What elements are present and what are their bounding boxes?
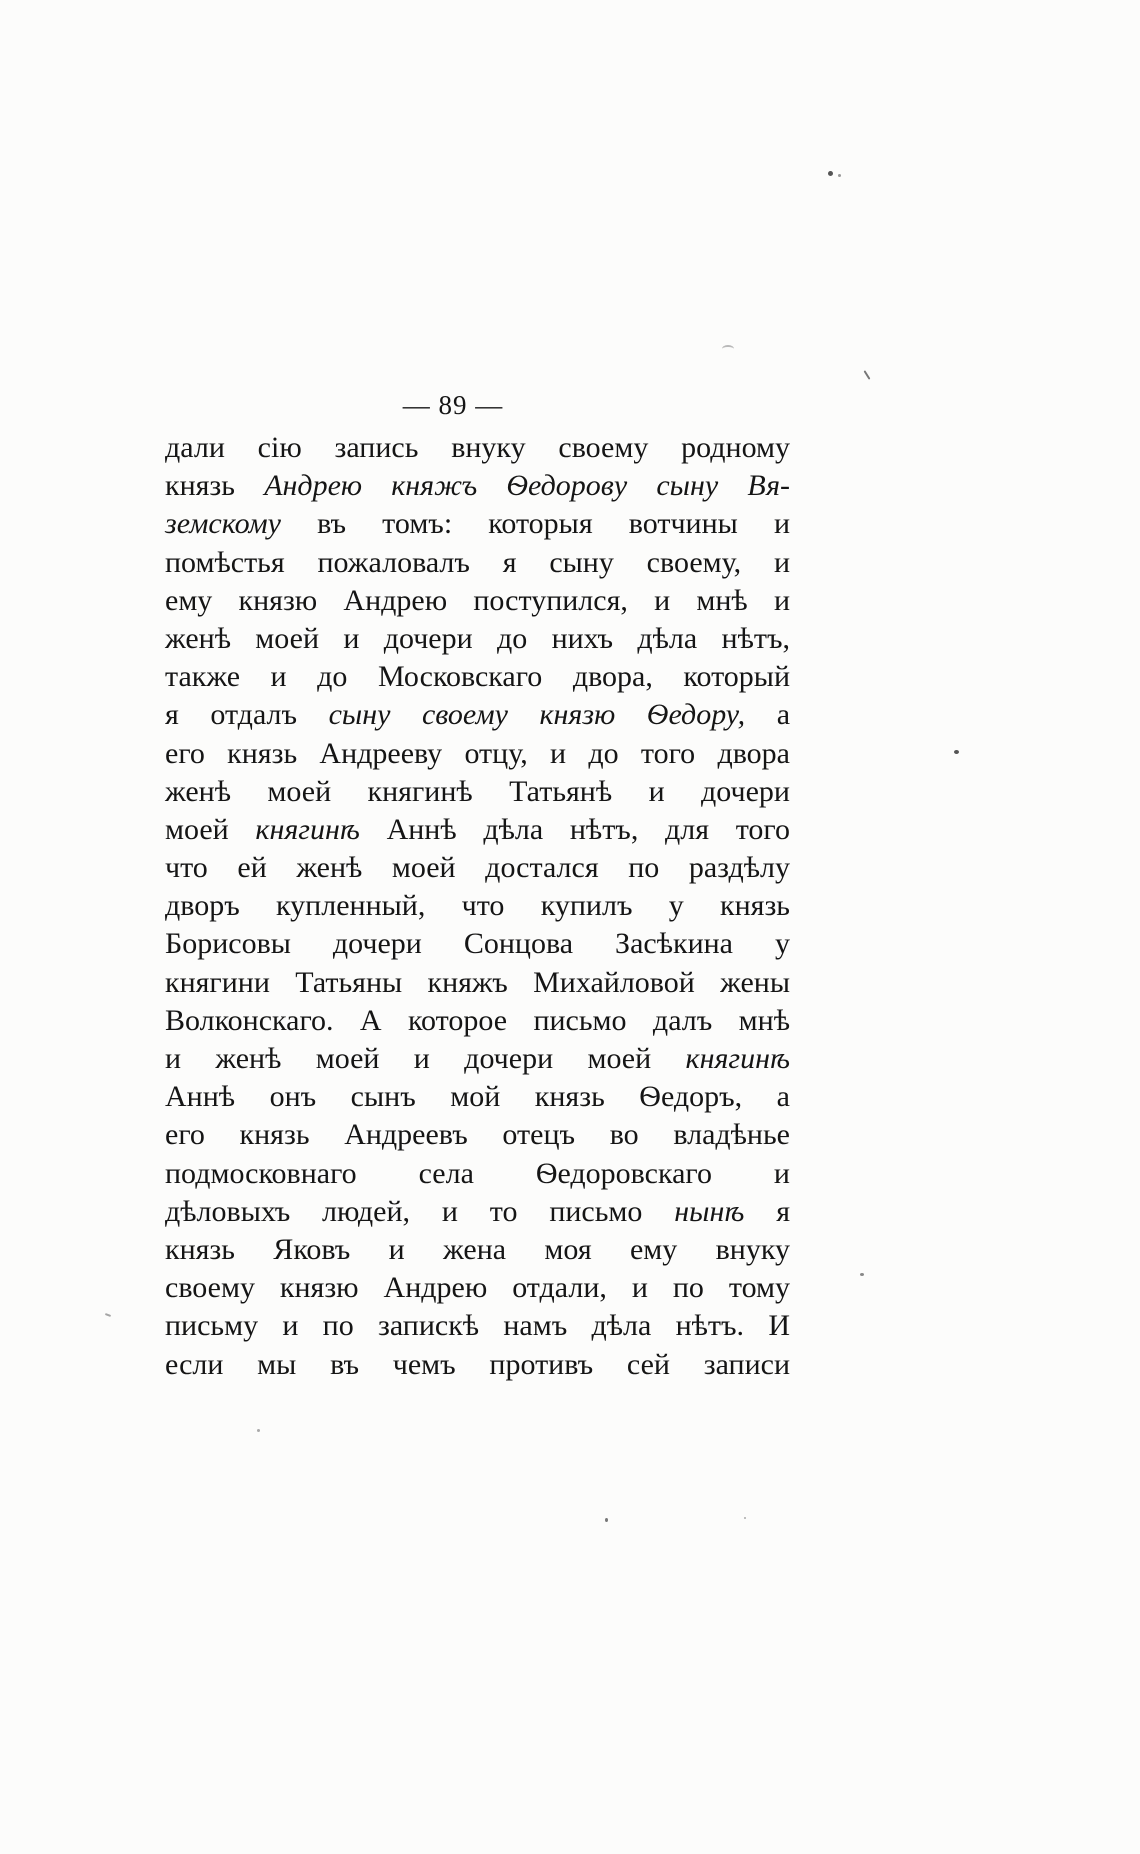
text-line: [165, 1307, 790, 1345]
text-segment: моей: [165, 812, 229, 846]
scan-speck: [744, 1517, 746, 1519]
text-segment: женѣ моей и дочери до нихъ дѣла нѣтъ,: [165, 621, 790, 655]
text-line: [165, 1040, 790, 1078]
text-segment: дѣловыхъ людей, и то письмо: [165, 1194, 643, 1228]
scan-smudge: [722, 345, 734, 353]
text-segment: Аннѣ дѣла нѣтъ, для того: [386, 812, 790, 846]
scan-speck: [828, 171, 833, 176]
text-segment: помѣстья пожаловалъ я сыну своему, и: [165, 545, 790, 579]
scan-tick: [105, 1313, 111, 1317]
text-segment: подмосковнаго села Ѳедоровскаго и: [165, 1156, 790, 1190]
text-segment: я отдалъ: [165, 698, 298, 732]
text-line: [165, 1002, 790, 1040]
text-segment: письму и по запискѣ намъ дѣла нѣтъ. И: [165, 1309, 790, 1343]
text-segment: ему князю Андрею поступился, и мнѣ и: [165, 583, 790, 617]
text-line: [165, 887, 790, 925]
text-line: [165, 925, 790, 963]
text-segment: его князь Андреевъ отецъ во владѣнье: [165, 1118, 790, 1152]
text-line: [165, 1193, 790, 1231]
italic-text-segment: нынѣ: [674, 1194, 745, 1228]
text-line: [165, 505, 790, 543]
scan-speck: [860, 1273, 864, 1276]
scan-speck: [257, 1429, 260, 1432]
text-line: [165, 735, 790, 773]
text-line: [165, 658, 790, 696]
page-number: — 89 —: [402, 390, 504, 420]
text-segment: если мы въ чемъ противъ сей записи: [165, 1347, 790, 1381]
text-segment: Волконскаго. А которое письмо далъ мнѣ: [165, 1003, 790, 1037]
text-segment: княгини Татьяны княжъ Михайловой жены: [165, 965, 790, 999]
scan-tick: [864, 370, 871, 380]
italic-text-segment: княгинѣ: [255, 812, 360, 846]
body-text: [165, 429, 790, 1384]
text-segment: своему князю Андрею отдали, и по тому: [165, 1271, 790, 1305]
text-segment: женѣ моей княгинѣ Татьянѣ и дочери: [165, 774, 790, 808]
text-segment: я: [776, 1194, 791, 1228]
italic-text-segment: княгинѣ: [685, 1042, 790, 1075]
text-line: [165, 620, 790, 658]
italic-text-segment: Андрею княжъ Ѳедорову сыну Вя-: [264, 469, 791, 503]
text-segment: въ томъ: которыя вотчины и: [317, 507, 790, 541]
text-line: [165, 696, 790, 734]
text-segment: князь Яковъ и жена моя ему внуку: [165, 1232, 790, 1266]
italic-text-segment: земскому: [165, 507, 281, 541]
text-segment: и женѣ моей и дочери моей: [165, 1042, 652, 1075]
text-line: [165, 1346, 790, 1384]
text-line: [165, 964, 790, 1002]
text-segment: князь: [165, 469, 235, 503]
text-segment: также и до Московскаго двора, который: [165, 660, 790, 694]
text-line: [165, 849, 790, 887]
text-line: [165, 429, 790, 467]
text-line: [165, 1231, 790, 1269]
italic-text-segment: сыну своему князю Ѳедору,: [328, 698, 746, 732]
text-line: [165, 1116, 790, 1154]
text-segment: что ей женѣ моей достался по раздѣлу: [165, 851, 790, 885]
text-line: [165, 1078, 790, 1116]
scan-speck: [605, 1518, 608, 1522]
text-line: [165, 1269, 790, 1307]
scan-speck: [838, 174, 841, 177]
text-line: [165, 1155, 790, 1193]
text-line: [165, 811, 790, 849]
text-segment: Борисовы дочери Сонцова Засѣкина у: [165, 927, 790, 961]
scan-speck: [954, 750, 959, 754]
text-segment: а: [776, 698, 791, 732]
text-segment: дворъ купленный, что купилъ у князь: [165, 889, 790, 923]
text-segment: его князь Андрееву отцу, и до того двора: [165, 736, 790, 770]
text-line: [165, 773, 790, 811]
text-line: [165, 582, 790, 620]
text-segment: дали сію запись внуку своему родному: [165, 431, 790, 464]
text-line: [165, 467, 790, 505]
text-line: [165, 544, 790, 582]
text-segment: Аннѣ онъ сынъ мой князь Ѳедоръ, а: [165, 1080, 790, 1114]
